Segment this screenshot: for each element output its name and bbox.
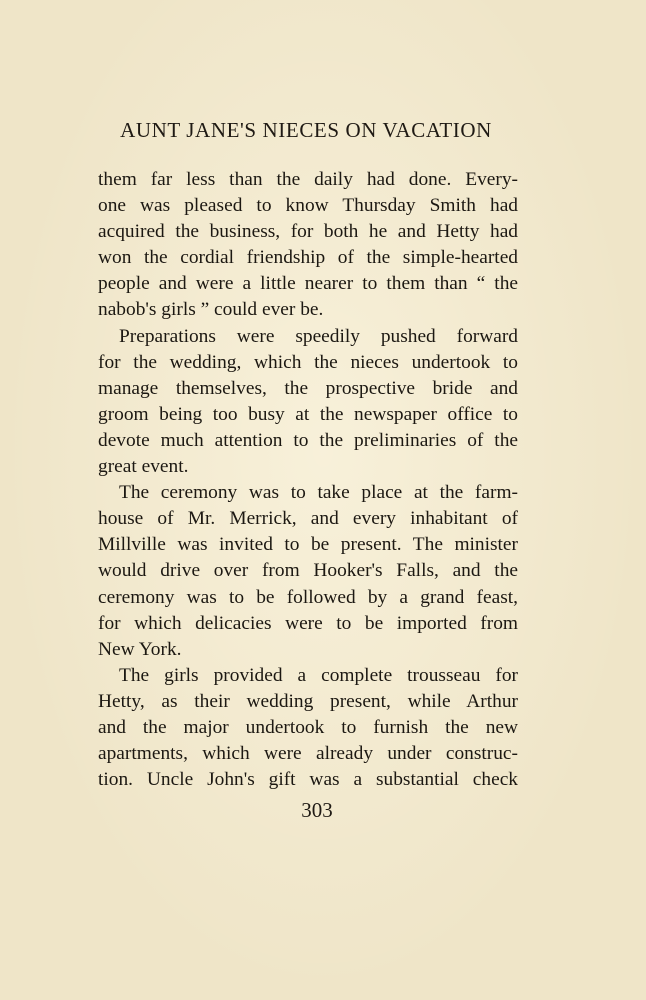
text-line: manage themselves, the prospective bride and [98, 377, 518, 399]
text-line: devote much attention to the preliminaries of the [98, 429, 518, 451]
text-line: people and were a little nearer to them than “ the [98, 273, 518, 295]
text-line: one was pleased to know Thursday Smith had [98, 195, 518, 217]
text-line: ceremony was to be followed by a grand feast, [98, 586, 518, 608]
running-head: AUNT JANE'S NIECES ON VACATION [120, 118, 492, 142]
text-line: The girls provided a complete trousseau for [119, 664, 518, 686]
text-line: acquired the business, for both he and Hetty had [98, 221, 518, 243]
text-line: and the major undertook to furnish the new [98, 716, 518, 738]
text-line: them far less than the daily had done. Every- [98, 169, 518, 190]
text-line: won the cordial friendship of the simple-hearted [98, 247, 518, 269]
text-line: for the wedding, which the nieces undertook to [98, 351, 518, 373]
text-line: Millville was invited to be present. The minister [98, 534, 518, 556]
text-line: great event. [98, 456, 189, 478]
body-text [98, 167, 518, 793]
text-line: Hetty, as their wedding present, while Arthur [98, 690, 518, 712]
text-line: would drive over from Hooker's Falls, and the [98, 560, 518, 582]
text-line: Preparations were speedily pushed forward [119, 325, 518, 347]
text-line: New York. [98, 638, 182, 660]
text-line: groom being too busy at the newspaper office to [98, 403, 518, 425]
page-number: 303 [301, 798, 333, 822]
text-line: apartments, which were already under construc- [98, 743, 518, 765]
text-line: for which delicacies were to be imported from [98, 612, 518, 634]
text-line: tion. Uncle John's gift was a substantial check [98, 769, 518, 791]
text-line: The ceremony was to take place at the farm- [119, 482, 518, 504]
text-line: nabob's girls ” could ever be. [98, 299, 324, 321]
text-line: house of Mr. Merrick, and every inhabitant of [98, 508, 518, 530]
